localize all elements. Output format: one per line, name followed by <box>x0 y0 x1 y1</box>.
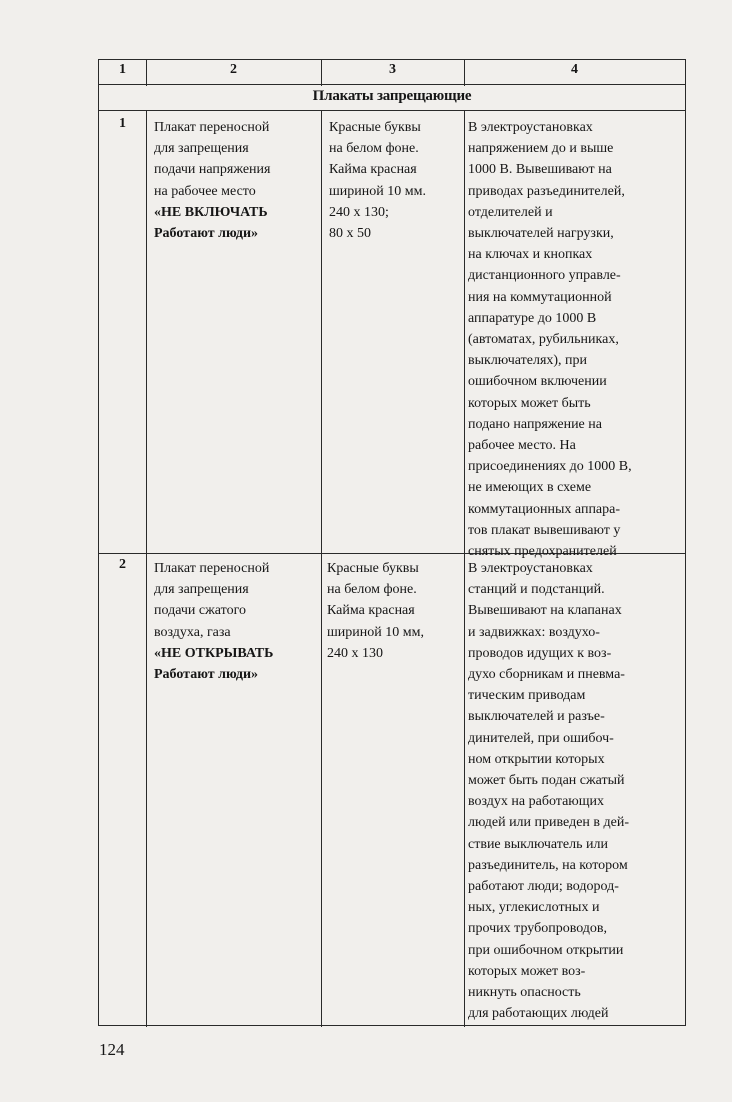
section-divider <box>99 110 685 111</box>
section-title: Плакаты запрещающие <box>99 86 685 110</box>
row-number: 2 <box>119 557 126 572</box>
poster-description: Красные буквы на белом фоне. Кайма красная шириной 10 мм, 240 х 130 <box>327 561 424 661</box>
poster-description: Красные буквы на белом фоне. Кайма красная шириной 10 мм. 240 х 130; 80 х 50 <box>329 120 426 242</box>
header-col-3: 3 <box>389 62 396 77</box>
poster-name: Плакат переносной для запрещения подачи напряжения на рабочее место «НЕ ВКЛЮЧАТЬ Работают люди» <box>154 120 271 242</box>
poster-name: Плакат переносной для запрещения подачи сжатого воздуха, газа «НЕ ОТКРЫВАТЬ Работают люди» <box>154 561 274 683</box>
header-col-4: 4 <box>571 62 578 77</box>
poster-usage: В электроустановках станций и подстанций. Вывешивают на клапанах и задвижках: воздухо- проводов идущих к воз- духо сборникам и пневма- тическим приводам выключателей и разъе- динителей, при ошибоч- ном открытии которых может быть подан сжатый воздух на работающих людей или приведен в дей- ствие выключатель или разъединитель, на котором работают люди; водород- ных, углекислотных и прочих трубопроводов, при ошибочном открытии которых может воз- никнуть опасность для работающих людей <box>468 561 630 1022</box>
page-number: 124 <box>99 1040 125 1059</box>
posters-table <box>98 59 686 1026</box>
poster-usage: В электроустановках напряжением до и выше 1000 В. Вывешивают на приводах разъединителей, отделителей и выключателей нагрузки, на ключах и кнопках дистанционного управле- ния на коммутационной аппаратуре до 1000 В (автоматах, рубильниках, выключателях), при ошибочном включении которых может быть подано напряжение на рабочее место. На присоединениях до 1000 В, не имеющих в схеме коммутационных аппара- тов плакат вывешивают у снятых предохранителей <box>468 120 632 560</box>
column-divider <box>321 60 322 1027</box>
row-number: 1 <box>119 116 126 131</box>
header-col-1: 1 <box>119 62 126 77</box>
column-divider <box>464 60 465 1027</box>
header-col-2: 2 <box>230 62 237 77</box>
column-divider <box>146 60 147 1027</box>
